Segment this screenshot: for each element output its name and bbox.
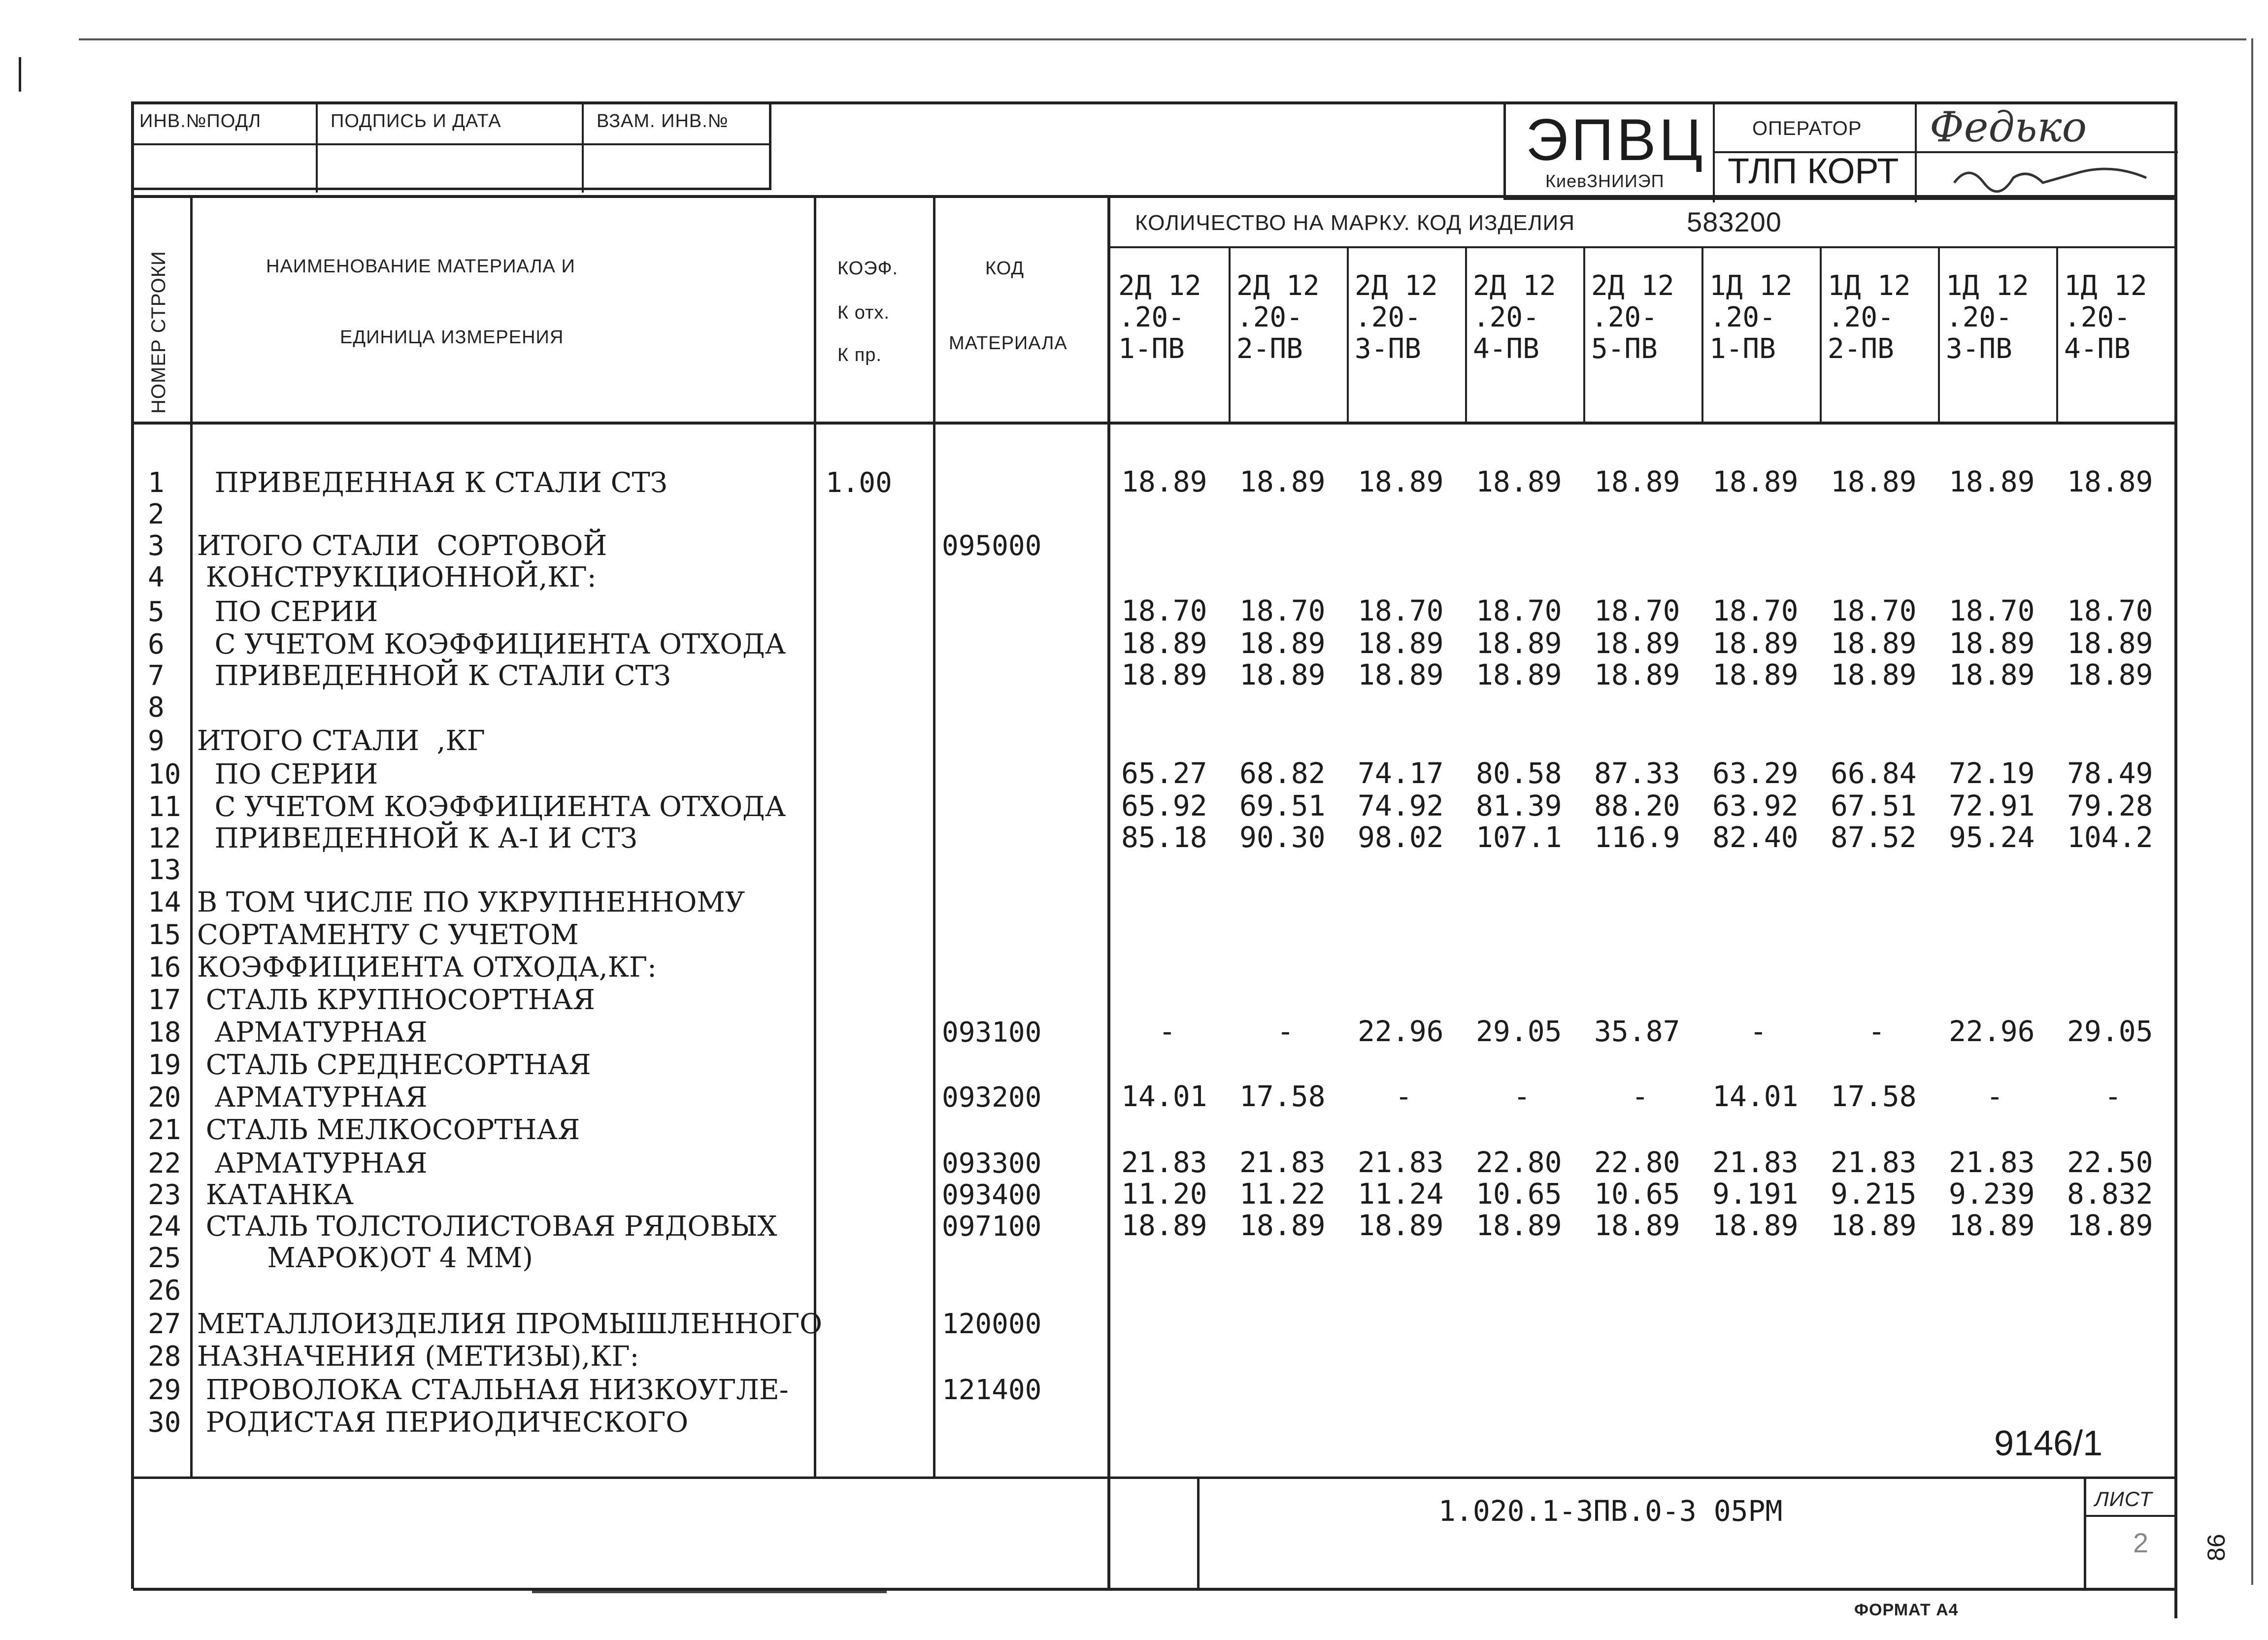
row-number: 17 (148, 984, 181, 1016)
qty-col-separator (1229, 246, 1231, 422)
operator-label: ОПЕРАТОР (1752, 118, 1862, 139)
outer-left-border (131, 101, 134, 1589)
row-value-cell: 18.89 (1831, 1209, 1917, 1242)
row-material-name: КОЭФФИЦИЕНТА ОТХОДА,КГ: (197, 951, 657, 984)
row-material-name: СТАЛЬ КРУПНОСОРТНАЯ (197, 984, 596, 1016)
row-value-cell: 18.89 (1239, 465, 1326, 498)
qty-col-separator (1583, 246, 1585, 422)
row-value-cell: 80.58 (1476, 756, 1562, 790)
row-number: 27 (148, 1308, 181, 1340)
material-header-line2: ЕДИНИЦА ИЗМЕРЕНИЯ (340, 327, 564, 348)
row-value-cell: - (2104, 1080, 2122, 1113)
top-edge-line (79, 38, 2246, 40)
row-number: 30 (148, 1407, 181, 1439)
row-value-cell: - (1986, 1080, 2003, 1113)
outer-bottom-border (133, 1588, 2177, 1591)
row-value-cell: - (1513, 1080, 1531, 1113)
row-number: 25 (148, 1242, 181, 1274)
row-value-cell: 21.83 (1121, 1146, 1207, 1179)
col-line-number (190, 195, 193, 1478)
row-value-cell: 21.83 (1239, 1146, 1326, 1179)
row-value-cell: 85.18 (1121, 820, 1207, 854)
row-number: 4 (148, 561, 165, 593)
row-value-cell: 18.89 (1476, 465, 1562, 498)
row-number: 21 (148, 1114, 181, 1146)
column-header-9-l3: 4-ПВ (2064, 333, 2131, 365)
row-number: 13 (148, 854, 181, 886)
stamp-box (131, 101, 771, 190)
row-number: 6 (148, 628, 165, 660)
row-value-cell: 68.82 (1239, 756, 1326, 790)
row-material-code: 095000 (942, 530, 1042, 562)
column-header-1-l3: 1-ПВ (1118, 333, 1185, 365)
right-edge-line (2251, 38, 2253, 1585)
row-value-cell: 18.70 (1476, 594, 1562, 627)
format-label: ФОРМАТ А4 (1854, 1601, 1959, 1619)
org-name: ЭПВЦ (1526, 107, 1706, 173)
row-value-cell: 18.70 (1121, 594, 1207, 627)
row-value-cell: 18.70 (1712, 594, 1799, 627)
row-value-cell: 9.215 (1831, 1177, 1917, 1211)
operator-value: ТЛП КОРТ (1728, 152, 1899, 191)
column-header-6-l2: .20- (1709, 301, 1776, 333)
column-header-4-l2: .20- (1473, 301, 1539, 333)
row-material-name: КАТАНКА (197, 1179, 354, 1211)
row-value-cell: 18.89 (2067, 626, 2153, 660)
column-header-9-l1: 1Д 12 (2064, 270, 2147, 302)
column-header-7-l3: 2-ПВ (1828, 333, 1894, 365)
row-value-cell: - (1395, 1080, 1412, 1113)
row-value-cell: 66.84 (1831, 756, 1917, 790)
org-sub: КиевЗНИИЭП (1545, 171, 1665, 191)
column-header-8-l1: 1Д 12 (1946, 270, 2029, 302)
row-value-cell: 22.96 (1358, 1015, 1444, 1048)
row-value-cell: 18.89 (1358, 626, 1444, 660)
row-value-cell: 35.87 (1594, 1015, 1680, 1048)
code-header-line1: КОД (985, 258, 1025, 279)
row-value-cell: 18.89 (1831, 658, 1917, 691)
row-material-code: 093300 (942, 1148, 1042, 1180)
column-header-6-l3: 1-ПВ (1709, 333, 1776, 365)
row-number: 19 (148, 1049, 181, 1081)
coef-header-line1: КОЭФ. (837, 258, 899, 279)
qty-col-separator (2056, 246, 2058, 422)
row-value-cell: 11.22 (1239, 1177, 1326, 1211)
column-header-2-l1: 2Д 12 (1236, 270, 1320, 302)
row-value-cell: 82.40 (1712, 820, 1799, 854)
side-number: 86 (2202, 1534, 2230, 1561)
quantity-label: КОЛИЧЕСТВО НА МАРКУ. КОД ИЗДЕЛИЯ (1135, 211, 1575, 235)
row-value-cell: - (1159, 1015, 1176, 1048)
row-value-cell: 88.20 (1594, 789, 1680, 822)
row-material-code: 121400 (942, 1374, 1042, 1406)
row-value-cell: 22.50 (2067, 1146, 2153, 1179)
row-value-cell: - (1632, 1080, 1649, 1113)
row-material-name: С УЧЕТОМ КОЭФФИЦИЕНТА ОТХОДА (197, 628, 786, 660)
row-value-cell: 78.49 (2067, 756, 2153, 790)
row-value-cell: - (1868, 1015, 1885, 1048)
row-value-cell: 95.24 (1949, 820, 2035, 854)
row-value-cell: 116.9 (1594, 820, 1680, 854)
row-value-cell: 81.39 (1476, 789, 1562, 822)
footer-sheet-left (2084, 1477, 2086, 1589)
row-number-header: НОМЕР СТРОКИ (148, 251, 169, 414)
row-value-cell: 107.1 (1476, 820, 1562, 854)
qty-col-separator (1820, 246, 1822, 422)
row-value-cell: 72.19 (1949, 756, 2035, 790)
row-value-cell: 11.24 (1358, 1177, 1444, 1211)
row-material-name: МЕТАЛЛОИЗДЕЛИЯ ПРОМЫШЛЕННОГО (197, 1308, 823, 1340)
column-header-3-l2: .20- (1355, 301, 1421, 333)
row-value-cell: 18.89 (1476, 658, 1562, 691)
row-number: 10 (148, 758, 181, 790)
row-value-cell: 18.89 (1476, 626, 1562, 660)
column-header-4-l3: 4-ПВ (1473, 333, 1539, 365)
row-value-cell: 18.89 (1358, 1209, 1444, 1242)
row-material-name: ИТОГО СТАЛИ СОРТОВОЙ (197, 530, 607, 562)
row-material-code: 093100 (942, 1017, 1042, 1049)
row-value-cell: 18.89 (2067, 465, 2153, 498)
code-header-line2: МАТЕРИАЛА (949, 333, 1067, 354)
row-material-name: СТАЛЬ СРЕДНЕСОРТНАЯ (197, 1049, 591, 1081)
row-value-cell: 9.239 (1949, 1177, 2035, 1211)
signature: Федько (1930, 103, 2087, 151)
row-value-cell: 18.89 (1594, 626, 1680, 660)
row-value-cell: 22.80 (1594, 1146, 1680, 1179)
row-material-name: ПРИВЕДЕННОЙ К А-I И СТЗ (197, 822, 637, 854)
row-value-cell: 14.01 (1712, 1080, 1799, 1113)
row-number: 18 (148, 1017, 181, 1049)
row-material-name: КОНСТРУКЦИОННОЙ,КГ: (197, 561, 597, 593)
column-header-1-l2: .20- (1118, 301, 1185, 333)
row-material-name: СТАЛЬ МЕЛКОСОРТНАЯ (197, 1114, 580, 1146)
row-value-cell: 29.05 (2067, 1015, 2153, 1048)
row-number: 11 (148, 791, 181, 823)
row-material-name: АРМАТУРНАЯ (197, 1082, 428, 1114)
row-value-cell: 72.91 (1949, 789, 2035, 822)
left-mark (19, 57, 21, 92)
column-header-5-l1: 2Д 12 (1591, 270, 1674, 302)
row-value-cell: 67.51 (1831, 789, 1917, 822)
row-value-cell: 63.29 (1712, 756, 1799, 790)
row-value-cell: 22.96 (1949, 1015, 2035, 1048)
footer-doc-left (1197, 1477, 1200, 1589)
row-value-cell: 21.83 (1949, 1146, 2035, 1179)
footer-top-line (131, 1476, 2177, 1479)
row-number: 26 (148, 1275, 181, 1307)
row-value-cell: - (1750, 1015, 1767, 1048)
row-value-cell: 18.89 (1358, 658, 1444, 691)
row-value-cell: 18.89 (1358, 465, 1444, 498)
row-value-cell: 21.83 (1831, 1146, 1917, 1179)
col-line-name (814, 195, 816, 1478)
sheet-number: 2 (2133, 1527, 2149, 1558)
coef-header-line3: К пр. (837, 345, 882, 365)
column-header-2-l2: .20- (1236, 301, 1303, 333)
row-number: 29 (148, 1374, 181, 1406)
row-value-cell: 18.89 (1594, 658, 1680, 691)
row-value-cell: 22.80 (1476, 1146, 1562, 1179)
stamp-inv-podl: ИНВ.№ПОДЛ (139, 111, 262, 131)
row-value-cell: 65.27 (1121, 756, 1207, 790)
row-value-cell: 18.70 (1594, 594, 1680, 627)
row-number: 5 (148, 596, 165, 628)
bottom-dash (532, 1591, 887, 1593)
row-value-cell: 74.17 (1358, 756, 1444, 790)
stamp-number: 9146/1 (1994, 1424, 2103, 1463)
row-number: 28 (148, 1341, 181, 1373)
row-value-cell: 8.832 (2067, 1177, 2153, 1211)
qty-col-separator (1701, 246, 1703, 422)
row-material-code: 093400 (942, 1179, 1042, 1211)
row-value-cell: 21.83 (1358, 1146, 1444, 1179)
column-header-8-l2: .20- (1946, 301, 2012, 333)
stamp-vzam-inv: ВЗАМ. ИНВ.№ (597, 111, 729, 131)
row-material-name: СОРТАМЕНТУ С УЧЕТОМ (197, 919, 579, 951)
qty-col-separator (1938, 246, 1940, 422)
row-value-cell: 18.89 (1121, 658, 1207, 691)
row-material-name: СТАЛЬ ТОЛСТОЛИСТОВАЯ РЯДОВЫХ (197, 1211, 777, 1243)
row-value-cell: 18.89 (1121, 626, 1207, 660)
row-value-cell: 87.33 (1594, 756, 1680, 790)
row-value-cell: 18.89 (1712, 465, 1799, 498)
row-value-cell: 104.2 (2067, 820, 2153, 854)
row-value-cell: 18.89 (1121, 1209, 1207, 1242)
row-value-cell: 18.89 (1121, 465, 1207, 498)
row-material-name: РОДИСТАЯ ПЕРИОДИЧЕСКОГО (197, 1407, 689, 1439)
row-number: 9 (148, 725, 165, 757)
row-coef: 1.00 (826, 467, 892, 499)
column-header-8-l3: 3-ПВ (1946, 333, 2012, 365)
row-material-name: В ТОМ ЧИСЛЕ ПО УКРУПНЕННОМУ (197, 886, 745, 918)
row-value-cell: 18.70 (1831, 594, 1917, 627)
row-material-code: 097100 (942, 1211, 1042, 1243)
row-value-cell: 87.52 (1831, 820, 1917, 854)
row-number: 24 (148, 1211, 181, 1243)
row-number: 12 (148, 822, 181, 854)
row-number: 7 (148, 660, 165, 692)
row-value-cell: 65.92 (1121, 789, 1207, 822)
row-material-code: 120000 (942, 1308, 1042, 1340)
row-number: 16 (148, 951, 181, 984)
row-value-cell: 18.89 (1239, 1209, 1326, 1242)
qty-header-sep (1109, 246, 2177, 248)
row-number: 20 (148, 1082, 181, 1114)
signature-scribble (1949, 158, 2156, 197)
column-header-2-l3: 2-ПВ (1236, 333, 1303, 365)
row-material-name: ИТОГО СТАЛИ ,КГ (197, 725, 485, 757)
outer-right-border (2174, 101, 2177, 1618)
row-number: 3 (148, 530, 165, 562)
column-header-3-l3: 3-ПВ (1355, 333, 1421, 365)
row-value-cell: 11.20 (1121, 1177, 1207, 1211)
row-material-name: АРМАТУРНАЯ (197, 1017, 428, 1049)
org-block (1503, 101, 2177, 200)
column-header-3-l1: 2Д 12 (1355, 270, 1438, 302)
row-material-name: АРМАТУРНАЯ (197, 1148, 428, 1180)
row-number: 22 (148, 1148, 181, 1180)
stamp-podpis-data: ПОДПИСЬ И ДАТА (331, 111, 501, 131)
row-value-cell: 18.89 (1949, 1209, 2035, 1242)
column-header-1-l1: 2Д 12 (1118, 270, 1201, 302)
row-material-name: ПРИВЕДЕННОЙ К СТАЛИ СТЗ (197, 660, 671, 692)
row-value-cell: 18.89 (1831, 465, 1917, 498)
row-material-name: С УЧЕТОМ КОЭФФИЦИЕНТА ОТХОДА (197, 791, 786, 823)
row-material-name: НАЗНАЧЕНИЯ (МЕТИЗЫ),КГ: (197, 1341, 639, 1373)
table-header-top (131, 195, 2177, 198)
row-value-cell: 29.05 (1476, 1015, 1562, 1048)
row-value-cell: 18.89 (1949, 465, 2035, 498)
row-value-cell: 18.89 (2067, 1209, 2153, 1242)
column-header-4-l1: 2Д 12 (1473, 270, 1556, 302)
column-header-7-l1: 1Д 12 (1828, 270, 1911, 302)
row-value-cell: 17.58 (1831, 1080, 1917, 1113)
row-material-code: 093200 (942, 1082, 1042, 1114)
row-value-cell: 18.89 (1712, 626, 1799, 660)
row-value-cell: 18.89 (1594, 465, 1680, 498)
row-value-cell: 18.70 (1239, 594, 1326, 627)
row-material-name: ПО СЕРИИ (197, 758, 378, 790)
doc-code: 1.020.1-3ПВ.0-3 05РМ (1438, 1494, 1783, 1528)
col-line-coef (933, 195, 935, 1478)
row-value-cell: 9.191 (1712, 1177, 1799, 1211)
row-value-cell: 10.65 (1476, 1177, 1562, 1211)
row-value-cell: 74.92 (1358, 789, 1444, 822)
row-number: 1 (148, 467, 165, 499)
column-header-7-l2: .20- (1828, 301, 1894, 333)
row-value-cell: 18.89 (1712, 658, 1799, 691)
row-value-cell: 10.65 (1594, 1177, 1680, 1211)
qty-col-separator (1465, 246, 1467, 422)
row-value-cell: 18.70 (2067, 594, 2153, 627)
qty-col-separator (1347, 246, 1349, 422)
row-value-cell: 18.89 (1712, 1209, 1799, 1242)
row-number: 2 (148, 498, 165, 530)
row-value-cell: 14.01 (1121, 1080, 1207, 1113)
sheet-label: ЛИСТ (2095, 1487, 2153, 1510)
row-value-cell: 17.58 (1239, 1080, 1326, 1113)
row-value-cell: 18.89 (1239, 626, 1326, 660)
row-value-cell: 21.83 (1712, 1146, 1799, 1179)
row-value-cell: 18.89 (1949, 658, 2035, 691)
table-header-bottom (131, 422, 2177, 425)
row-value-cell: 79.28 (2067, 789, 2153, 822)
row-value-cell: 18.89 (1239, 658, 1326, 691)
col-line-code (1107, 195, 1110, 1588)
product-code: 583200 (1687, 206, 1782, 237)
column-header-9-l2: .20- (2064, 301, 2131, 333)
column-header-6-l1: 1Д 12 (1709, 270, 1793, 302)
row-material-name: ПРОВОЛОКА СТАЛЬНАЯ НИЗКОУГЛЕ- (197, 1374, 789, 1406)
row-value-cell: 18.89 (2067, 658, 2153, 691)
row-material-name: ПО СЕРИИ (197, 596, 378, 628)
row-material-name: МАРОК)ОТ 4 ММ) (197, 1242, 533, 1274)
row-number: 14 (148, 886, 181, 918)
row-value-cell: 18.89 (1831, 626, 1917, 660)
footer-sheet-sep (2085, 1515, 2176, 1517)
row-material-name: ПРИВЕДЕННАЯ К СТАЛИ СТЗ (197, 467, 667, 499)
column-header-5-l3: 5-ПВ (1591, 333, 1658, 365)
row-number: 23 (148, 1179, 181, 1211)
material-header-line1: НАИМЕНОВАНИЕ МАТЕРИАЛА И (266, 256, 575, 277)
row-value-cell: 98.02 (1358, 820, 1444, 854)
coef-header-line2: К отх. (837, 302, 890, 323)
row-value-cell: 18.89 (1476, 1209, 1562, 1242)
row-value-cell: 18.89 (1594, 1209, 1680, 1242)
row-number: 8 (148, 691, 165, 723)
row-value-cell: 18.89 (1949, 626, 2035, 660)
row-value-cell: 63.92 (1712, 789, 1799, 822)
row-value-cell: 18.70 (1358, 594, 1444, 627)
row-value-cell: 90.30 (1239, 820, 1326, 854)
row-number: 15 (148, 919, 181, 951)
column-header-5-l2: .20- (1591, 301, 1658, 333)
row-value-cell: 69.51 (1239, 789, 1326, 822)
row-value-cell: 18.70 (1949, 594, 2035, 627)
row-value-cell: - (1277, 1015, 1294, 1048)
